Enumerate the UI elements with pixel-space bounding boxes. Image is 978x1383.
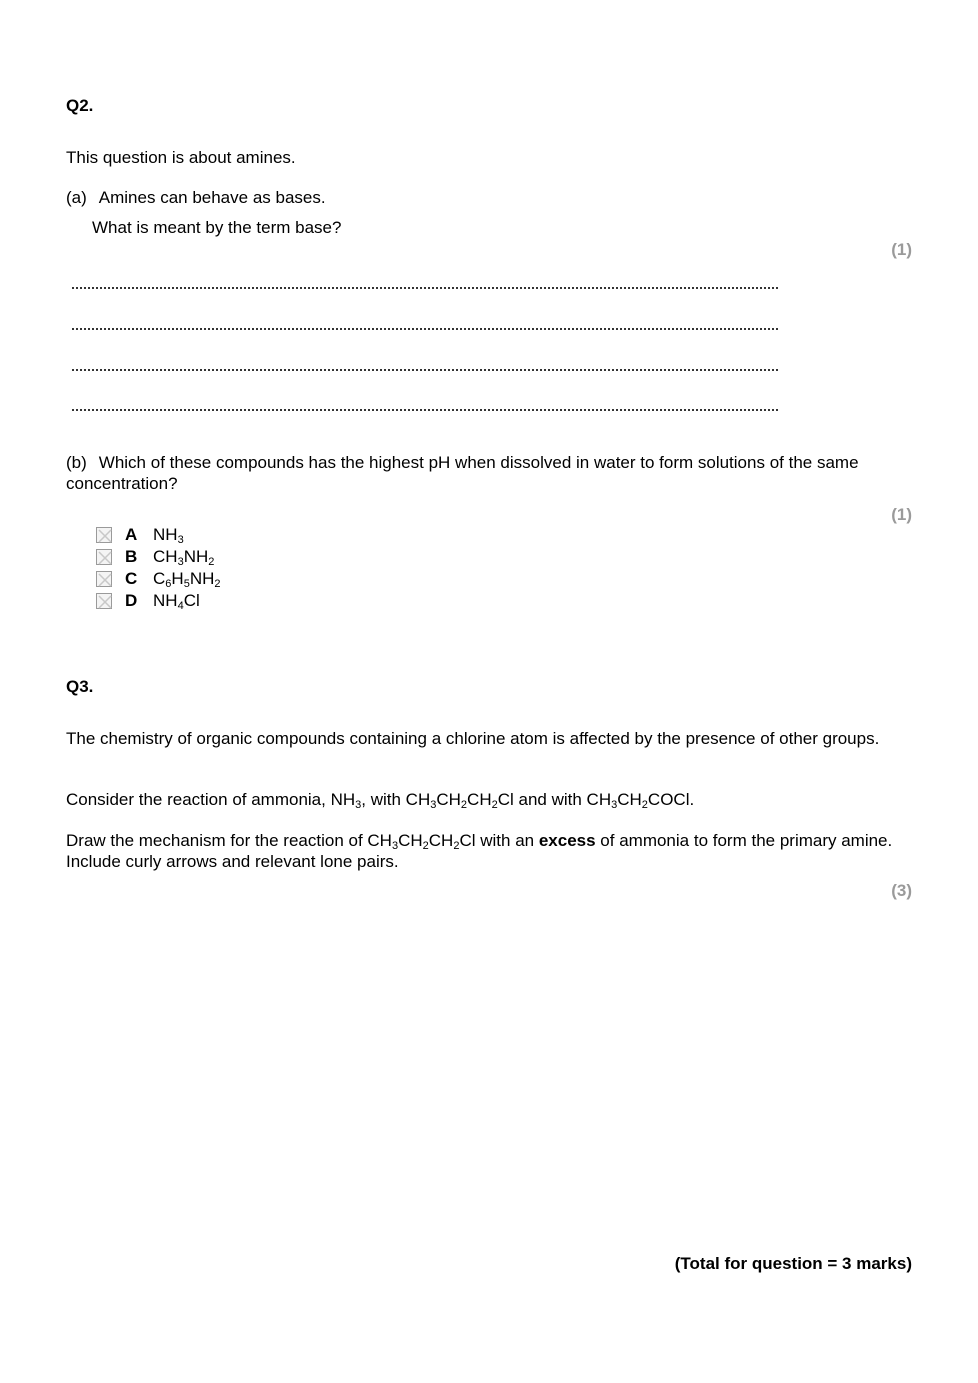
q2b-marks: (1) [891, 505, 912, 524]
q2-intro: This question is about amines. [66, 148, 296, 167]
checkbox-b[interactable] [96, 549, 112, 565]
q3-marks: (3) [891, 881, 912, 900]
option-c[interactable] [96, 568, 221, 590]
q2a-statement: Amines can behave as bases. [98, 188, 326, 207]
option-formula: $NH_3$ [153, 525, 184, 546]
checkbox-d[interactable] [96, 593, 112, 609]
option-letter: B [125, 547, 138, 566]
cross-icon [97, 572, 113, 588]
q2a-question: What is meant by the term base? [92, 218, 342, 237]
option-d[interactable] [96, 590, 200, 612]
q2a-label: (a) [66, 188, 87, 207]
total-marks: (Total for question = 3 marks) [674, 1254, 912, 1273]
q3-intro: The chemistry of organic compounds containing a chlorine atom is affected by the presence of other groups. [66, 729, 880, 748]
q2b-label: (b) [66, 453, 87, 472]
q2a-marks: (1) [891, 240, 912, 259]
option-a[interactable] [96, 524, 184, 546]
answer-line[interactable] [72, 327, 778, 330]
cross-icon [97, 594, 113, 610]
option-formula: $NH_4Cl$ [153, 591, 200, 612]
answer-line[interactable] [72, 368, 778, 371]
q2b-statement: Which of these compounds has the highest pH when dissolved in water to form solutions of the same concentration? [66, 453, 859, 493]
answer-line[interactable] [72, 286, 778, 289]
answer-line[interactable] [72, 408, 778, 411]
q3-consider: Consider the reaction of ammonia, $NH_3$, with $CH_3CH_2CH_2Cl$ and with $CH_3CH_2COCl$. [66, 790, 695, 811]
q3-draw-instruction: Draw the mechanism for the reaction of $CH_3CH_2CH_2Cl$ with an excess of ammonia to form the primary amine. Include curly arrows and relevant lone pairs. [66, 831, 893, 871]
option-formula: $CH_3NH_2$ [153, 547, 215, 568]
option-letter: C [125, 569, 138, 588]
q2-number: Q2. [66, 96, 94, 115]
q2b-text [66, 452, 914, 494]
option-letter: D [125, 591, 138, 610]
checkbox-a[interactable] [96, 527, 112, 543]
q2a-text [66, 188, 326, 208]
option-b[interactable] [96, 546, 214, 568]
checkbox-c[interactable] [96, 571, 112, 587]
q3-number: Q3. [66, 677, 94, 696]
mechanism-drawing-area[interactable] [66, 905, 912, 1235]
option-formula: $C_6H_5NH_2$ [153, 569, 221, 590]
cross-icon [97, 550, 113, 566]
cross-icon [97, 528, 113, 544]
option-letter: A [125, 525, 138, 544]
